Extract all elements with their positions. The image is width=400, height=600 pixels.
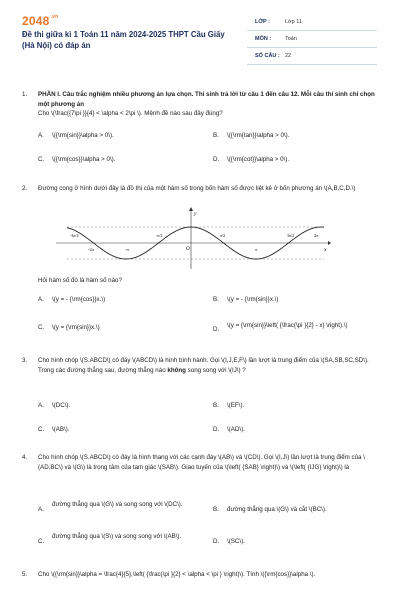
meta-label: MÔN : [255,36,272,42]
option-letter: C. [38,156,45,163]
question-number: 5. [22,571,28,578]
meta-table [247,14,377,65]
option-letter: D. [213,156,220,163]
options-q2 [38,295,378,335]
tick-minus-3pi-2: -3π/2 [70,233,79,238]
meta-label: SỐ CÂU : [255,53,280,59]
option-letter: A. [38,132,44,139]
meta-value: Toán [285,36,297,42]
question-text: Đường cong ở hình dưới đây là đồ thị của một hàm số trong bốn hàm số được liệt kê ở bốn phương án \(A,B,C,D.\) [38,185,356,192]
cosine-graph [56,207,331,269]
header [0,0,400,62]
meta-row-subject [247,31,377,48]
option-text: \(y = - {\rm{sin}}x.\) [227,296,279,303]
tick-3pi-2: 3π/2 [287,233,295,238]
logo-text: 2048 [22,14,50,28]
option-letter: B. [213,506,219,513]
meta-value: 22 [285,53,292,59]
part-heading: PHẦN I. Câu trắc nghiệm nhiều phương án lựa chọn. Thí sinh trả lời từ câu 1 đến câu 12. Mỗi câu thí sinh chỉ chọn một phương án [38,91,375,108]
option-text: \(SC\). [227,538,245,545]
question-3 [22,356,378,375]
options-q1 [38,132,378,162]
origin-label: O [186,247,190,252]
option-text: \(EF\). [227,402,245,409]
tick-minus-pi-2: -π/2 [156,233,163,238]
option-letter: D. [213,326,220,333]
y-axis-label: y [194,211,197,217]
question-number: 3. [22,357,28,364]
logo-suffix: .vn [50,14,59,20]
option-text: đường thẳng qua \(G\) và song song với \(DC\). [52,501,183,508]
option-letter: C. [38,426,45,433]
option-text: \({\rm{tan}}\alpha > 0\). [227,132,290,139]
question-text: Cho \({\rm{sin}}\alpha = \frac{4}{5},\left( {\frac{\pi }{2} < \alpha < \pi } \right)\). Tính \({\rm{cos}}\alpha \). [38,571,316,578]
emphasis-word: không [167,366,186,374]
option-letter: A. [38,506,44,513]
option-text: \(AB\). [52,426,70,433]
meta-row-class [247,14,377,31]
question-text-part: Cho hình chóp \(S.ABCD\) có đáy \(ABCD\) là hình bình hành. Gọi \(I,J,E,F\) lần lượt là trung điểm của \(SA,SB,SC,SD\). Trong các đường thẳng sau, đường thẳng nào [38,357,369,374]
question-1 [22,90,378,119]
option-letter: C. [38,324,45,331]
meta-value: Lớp 11 [285,19,302,25]
meta-row-count [247,48,377,65]
question-4 [22,453,378,472]
question-number: 2. [22,185,28,192]
option-text: \(AD\). [227,426,245,433]
option-text: \(y = {\rm{sin}}x.\) [52,324,100,331]
question-number: 1. [22,91,28,98]
option-letter: B. [213,132,219,139]
tick-2pi: 2π [314,233,319,238]
question-5 [22,570,378,580]
option-text: \(y = - {\rm{cos}}x.\) [52,296,106,303]
meta-label: LỚP : [255,19,270,25]
tick-minus-pi: -π [125,247,129,252]
option-text: \({\rm{cos}}\alpha > 0\). [52,156,116,163]
tick-minus-2pi: -2π [88,247,95,252]
option-letter: C. [38,538,45,545]
options-q3 [38,402,378,432]
option-letter: A. [38,402,44,409]
site-logo[interactable] [22,14,58,28]
options-q4 [38,500,378,558]
option-text: \(DC\). [52,402,71,409]
tick-pi-2: π/2 [220,233,226,238]
option-letter: D. [213,538,220,545]
option-text: đường thẳng qua \(S\) và song song với \(AB\). [52,533,182,540]
question-text [38,356,378,375]
option-text: \({\rm{cot}}\alpha > 0\). [227,156,290,163]
option-text: \(y = {\rm{sin}}\left( {\frac{\pi }{2} - x} \right).\) [227,322,348,329]
question-text-part: song song với \(IJ\) ? [187,366,246,374]
option-text: \({\rm{sin}}\alpha > 0\). [52,132,114,139]
option-letter: A. [38,296,44,303]
page-title: Đề thi giữa kì 1 Toán 11 năm 2024-2025 THPT Cầu Giấy (Hà Nội) có đáp án [22,30,225,50]
question-number: 4. [22,454,28,461]
question-2 [22,184,378,194]
option-letter: B. [213,296,219,303]
option-letter: D. [213,426,220,433]
x-axis-arrow-icon [328,241,331,245]
tick-pi: π [255,247,258,252]
option-letter: B. [213,402,219,409]
y-axis-arrow-icon [189,207,193,211]
question-2-prompt: Hỏi hàm số đó là hàm số nào? [38,277,122,284]
question-text: Cho hình chóp \(S.ABCD\) có đáy là hình thang với các cạnh đáy \(AB\) và \(CD\). Gọi \(I,J\) lần lượt là trung điểm của \(AD,BC\) và \(G\) là trọng tâm của tam giác \(SAB\). Giao tuyến của \(\left( {SAB} \right)\) và \(\left( {IJG} \right)\) là [38,454,365,471]
x-axis-label: x [324,247,327,253]
option-text: đường thẳng qua \(G\) và cắt \(BC\). [227,506,327,513]
question-text: Cho \(\frac{{7\pi }}{4} < \alpha < 2\pi \). Mệnh đề nào sau đây đúng? [38,110,223,117]
